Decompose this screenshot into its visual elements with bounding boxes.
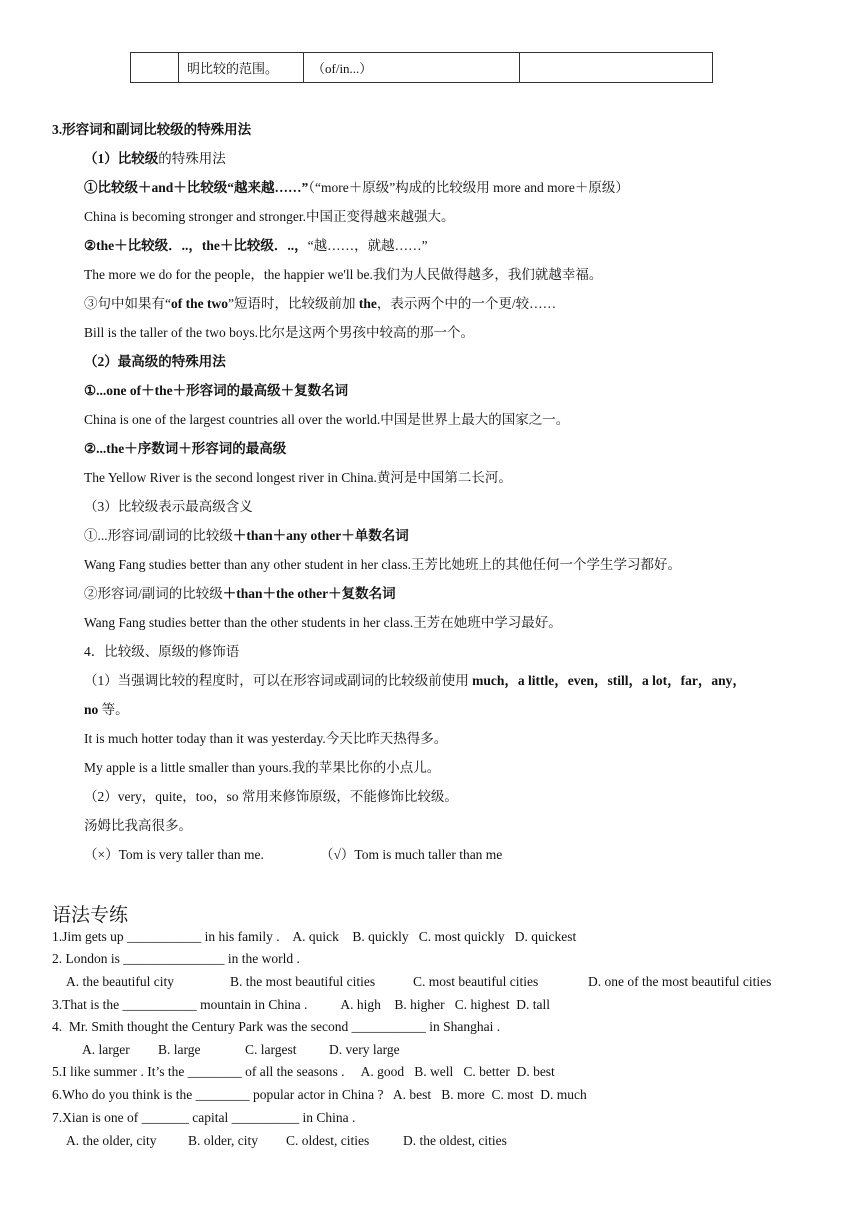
p1-b: much，a little，even，still，a lot，far，any， xyxy=(472,673,746,688)
p1-d: 等。 xyxy=(98,702,129,717)
question-2-option-c: C. most beautiful cities xyxy=(413,974,539,989)
example-1: China is becoming stronger and stronger.中国正变得越来越强大。 xyxy=(84,209,455,224)
comparison-table xyxy=(130,52,713,83)
section4-example-1: It is much hotter today than it was yesterday.今天比昨天热得多。 xyxy=(84,731,448,746)
right-example: （√）Tom is much taller than me xyxy=(320,847,503,862)
rule3-c: ”短语时，比较级前加 xyxy=(228,296,359,311)
question-7: 7.Xian is one of _______ capital __________ in China . xyxy=(52,1110,356,1125)
rule-6 xyxy=(84,527,409,545)
rule-5: ②...the＋序数词＋形容词的最高级 xyxy=(84,441,287,456)
sub1-rest: 的特殊用法 xyxy=(158,151,226,166)
table-cell: （of/in...） xyxy=(304,53,520,83)
p1-c: no xyxy=(84,702,99,717)
wrong-example: （×）Tom is very taller than me. xyxy=(84,847,264,862)
rule6-b: ＋than＋any other＋单数名词 xyxy=(232,528,409,543)
rule7-b: ＋than＋the other＋复数名词 xyxy=(222,586,396,601)
practice-title: 语法专练 xyxy=(52,904,129,926)
sub1-bold: 比较级 xyxy=(117,151,159,166)
table-cell: 明比较的范围。 xyxy=(179,53,304,83)
question-7-option-c: C. oldest, cities xyxy=(286,1133,370,1148)
rule-4: ①...one of＋the＋形容词的最高级＋复数名词 xyxy=(84,383,349,398)
question-7-option-b: B. older, city xyxy=(188,1133,258,1148)
rule3-b: of the two xyxy=(171,296,228,311)
question-6: 6.Who do you think is the ________ popular actor in China ? A. best B. more C. most D. much xyxy=(52,1087,587,1102)
p1-a: （1）当强调比较的程度时，可以在形容词或副词的比较级前使用 xyxy=(84,673,473,688)
question-7-option-a: A. the older, city xyxy=(66,1133,157,1148)
question-2-option-d: D. one of the most beautiful cities xyxy=(588,974,772,989)
subheading-comparative xyxy=(84,150,226,168)
section-3-title: 3.形容词和副词比较级的特殊用法 xyxy=(52,122,252,137)
question-2: 2. London is _______________ in the world . xyxy=(52,951,300,966)
question-4-option-d: D. very large xyxy=(329,1042,400,1057)
section4-example-3: 汤姆比我高很多。 xyxy=(84,818,192,833)
question-1: 1.Jim gets up ___________ in his family . A. quick B. quickly C. most quickly D. quickest xyxy=(52,929,577,944)
question-4-option-a: A. larger xyxy=(82,1042,130,1057)
rule7-a: ②形容词/副词的比较级 xyxy=(84,586,223,601)
example-7: Wang Fang studies better than the other students in her class.王芳在她班中学习最好。 xyxy=(84,615,562,630)
rule2-bold: ②the＋比较级．..，the＋比较级．..， xyxy=(84,238,308,253)
table-cell xyxy=(520,53,713,83)
rule3-e: ，表示两个中的一个更/较…… xyxy=(376,296,557,311)
question-2-option-a: A. the beautiful city xyxy=(66,974,174,989)
question-4: 4. Mr. Smith thought the Century Park was the second ___________ in Shanghai . xyxy=(52,1019,501,1034)
subheading-superlative: （2）最高级的特殊用法 xyxy=(84,354,226,369)
rule1-rest: （“more＋原级”构成的比较级用 more and more＋原级） xyxy=(308,180,629,195)
example-6: Wang Fang studies better than any other student in her class.王芳比她班上的其他任何一个学生学习都好。 xyxy=(84,557,681,572)
rule3-a: ③句中如果有“ xyxy=(84,296,171,311)
rule-3 xyxy=(84,295,556,313)
example-5: The Yellow River is the second longest river in China.黄河是中国第二长河。 xyxy=(84,470,512,485)
table-row xyxy=(131,53,713,83)
rule1-bold: ①比较级＋and＋比较级“越来越……” xyxy=(84,180,309,195)
question-5: 5.I like summer . It’s the ________ of all the seasons . A. good B. well C. better D. best xyxy=(52,1064,555,1079)
subheading-comparative-as-superlative: （3）比较级表示最高级含义 xyxy=(84,499,253,514)
question-3: 3.That is the ___________ mountain in China . A. high B. higher C. highest D. tall xyxy=(52,997,550,1012)
question-7-option-d: D. the oldest, cities xyxy=(403,1133,507,1148)
example-4: China is one of the largest countries all over the world.中国是世界上最大的国家之一。 xyxy=(84,412,570,427)
question-4-option-b: B. large xyxy=(158,1042,201,1057)
question-2-option-b: B. the most beautiful cities xyxy=(230,974,376,989)
section-4-title: 4．比较级、原级的修饰语 xyxy=(84,644,240,659)
modifier-paragraph-2: （2）very，quite，too，so 常用来修饰原级，不能修饰比较级。 xyxy=(84,789,458,804)
modifier-paragraph-1-cont xyxy=(84,701,129,719)
example-3: Bill is the taller of the two boys.比尔是这两个男孩中较高的那一个。 xyxy=(84,325,474,340)
question-4-option-c: C. largest xyxy=(245,1042,297,1057)
rule-2 xyxy=(84,237,428,255)
sub1-prefix: （1） xyxy=(84,151,118,166)
modifier-paragraph-1 xyxy=(84,672,746,690)
rule-1 xyxy=(84,179,629,197)
rule6-a: ①...形容词/副词的比较级 xyxy=(84,528,233,543)
rule-7 xyxy=(84,585,396,603)
example-2: The more we do for the people，the happier we'll be.我们为人民做得越多，我们就越幸福。 xyxy=(84,267,603,282)
table-cell xyxy=(131,53,179,83)
section4-example-2: My apple is a little smaller than yours.我的苹果比你的小点儿。 xyxy=(84,760,441,775)
rule2-rest: “越……，就越……” xyxy=(307,238,428,253)
rule3-d: the xyxy=(358,296,377,311)
